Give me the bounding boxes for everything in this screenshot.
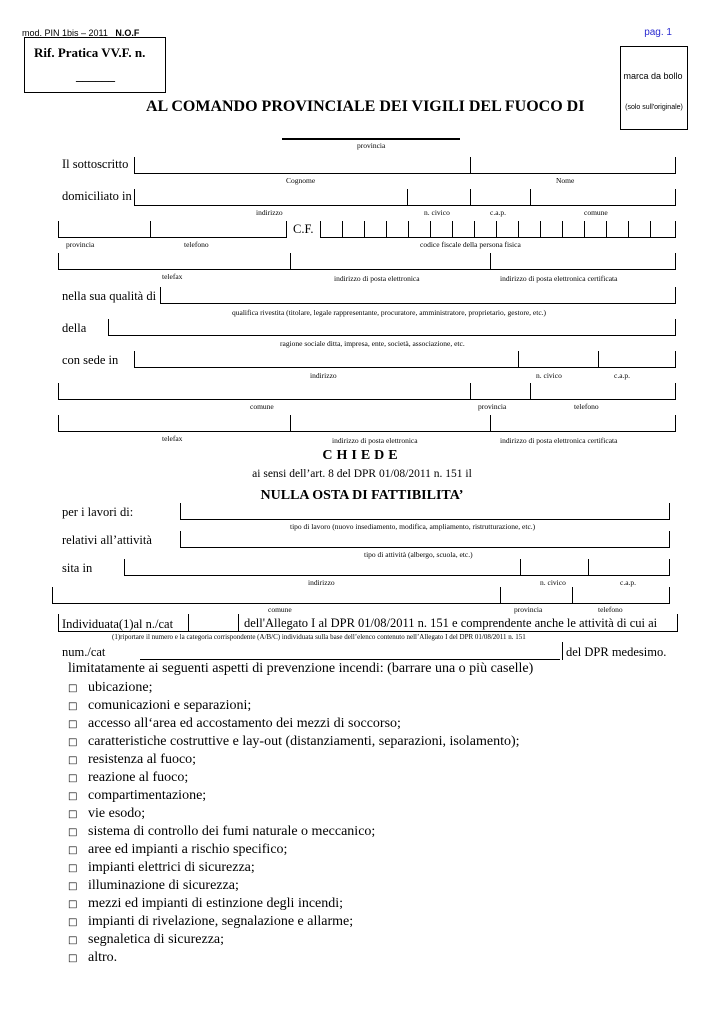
caption-n-civico-sita: n. civico [540, 578, 566, 587]
tick [669, 587, 670, 604]
aspect-item[interactable]: □ accesso all‘area ed accostamento dei mezzi di soccorso; [68, 716, 401, 731]
aspect-item[interactable]: □ vie esodo; [68, 806, 146, 821]
tick [52, 587, 53, 604]
label-del-dpr: del DPR medesimo. [566, 645, 667, 659]
checkbox-icon[interactable]: □ [68, 737, 78, 748]
sede-telefax-pec-field[interactable] [58, 415, 676, 432]
caption-pec-plain: indirizzo di posta elettronica [334, 274, 420, 283]
tick [58, 221, 59, 238]
bollo-note: (solo sull'originale) [625, 104, 683, 111]
tick [530, 189, 531, 206]
caption-nome: Nome [556, 176, 575, 185]
chiede-sensi: ai sensi dell’art. 8 del DPR 01/08/2011 n. 151 il [252, 468, 472, 480]
tick [490, 253, 491, 270]
tick [160, 287, 161, 304]
caption-telefono-sede: telefono [574, 402, 599, 411]
comando-provincia-field[interactable] [282, 138, 460, 140]
aspect-item[interactable]: □ caratteristiche costruttive e lay-out (distanziamenti, separazioni, isolamento); [68, 734, 520, 749]
tick [669, 503, 670, 520]
footnote: (1)riportare il numero e la categoria corrispondente (A/B/C) individuata sulla base dell’elenco contenuto nell’Allegato I del DPR 01/08/2011 n. 151 [112, 633, 526, 641]
tick [562, 221, 563, 238]
tick [58, 253, 59, 270]
aspect-item[interactable]: □ impianti di rivelazione, segnalazione e allarme; [68, 914, 354, 929]
tick [518, 221, 519, 238]
checkbox-icon[interactable]: □ [68, 719, 78, 730]
tick [470, 189, 471, 206]
tick [540, 221, 541, 238]
tick [124, 559, 125, 576]
label-qualita: nella sua qualità di [62, 289, 157, 303]
tick [584, 221, 585, 238]
rif-number-field[interactable]: ______ [76, 68, 115, 83]
caption-cap-sita: c.a.p. [620, 578, 637, 587]
checkbox-icon[interactable]: □ [68, 845, 78, 856]
tick [675, 253, 676, 270]
tick [408, 221, 409, 238]
label-della: della [62, 321, 87, 335]
caption-telefax-sede: telefax [162, 434, 183, 443]
tick [452, 221, 453, 238]
aspects-intro: limitatamente ai seguenti aspetti di prevenzione incendi: (barrare una o più caselle) [68, 661, 534, 676]
tick [675, 287, 676, 304]
tick [407, 189, 408, 206]
bollo-box [620, 46, 688, 130]
caption-indirizzo-sede: indirizzo [310, 371, 337, 380]
tick [675, 221, 676, 238]
caption-provincia-2: provincia [66, 240, 95, 249]
tick [474, 221, 475, 238]
tick [606, 221, 607, 238]
tick [470, 383, 471, 400]
tick [530, 383, 531, 400]
tick [675, 157, 676, 174]
tick [58, 415, 59, 432]
caption-tipo-attivita: tipo di attività (albergo, scuola, etc.) [364, 550, 473, 559]
caption-comune-sede: comune [250, 402, 274, 411]
provincia-telefono-field[interactable] [58, 221, 286, 238]
tick [572, 587, 573, 604]
tick [669, 559, 670, 576]
tick [675, 351, 676, 368]
tick [290, 415, 291, 432]
checkbox-icon[interactable]: □ [68, 935, 78, 946]
aspect-item[interactable]: □ compartimentazione; [68, 788, 207, 803]
label-sede: con sede in [62, 353, 119, 367]
aspect-item[interactable]: □ segnaletica di sicurezza; [68, 932, 225, 947]
tick [520, 559, 521, 576]
caption-cognome: Cognome [286, 176, 316, 185]
chiede-heading: CHIEDE [322, 448, 402, 463]
label-domiciliato: domiciliato in [62, 189, 132, 203]
checkbox-icon[interactable]: □ [68, 701, 78, 712]
tick [562, 642, 563, 660]
aspect-item[interactable]: □ ubicazione; [68, 680, 153, 695]
tick [134, 351, 135, 368]
tick [58, 614, 59, 632]
tick [588, 559, 589, 576]
page-title: AL COMANDO PROVINCIALE DEI VIGILI DEL FUOCO DI [146, 98, 585, 115]
tick [669, 531, 670, 548]
tick [108, 319, 109, 336]
tick [496, 221, 497, 238]
tick [286, 221, 287, 238]
aspect-item[interactable]: □ aree ed impianti a rischio specifico; [68, 842, 288, 857]
tick [675, 189, 676, 206]
tick [150, 221, 151, 238]
caption-telefono: telefono [184, 240, 209, 249]
caption-pec-plain-sede: indirizzo di posta elettronica [332, 436, 418, 445]
ragione-sociale-field[interactable] [108, 319, 676, 336]
tick [430, 221, 431, 238]
form-code: mod. PIN 1bis – 2011 N.O.F [22, 28, 140, 38]
tick [675, 319, 676, 336]
domicilio-field[interactable] [134, 189, 676, 206]
caption-codice-fiscale: codice fiscale della persona fisica [420, 240, 521, 249]
caption-tipo-lavoro: tipo di lavoro (nuovo insediamento, modifica, ampliamento, ristrutturazione, etc.) [290, 522, 536, 531]
tick [500, 587, 501, 604]
checkbox-icon[interactable]: □ [68, 863, 78, 874]
numcat-field[interactable] [140, 642, 560, 660]
caption-provincia-sita: provincia [514, 605, 543, 614]
caption-provincia: provincia [357, 141, 386, 150]
checkbox-icon[interactable]: □ [68, 917, 78, 928]
aspect-item[interactable]: □ altro. [68, 950, 118, 965]
checkbox-icon[interactable]: □ [68, 827, 78, 838]
tick [180, 503, 181, 520]
tick [134, 189, 135, 206]
label-sita: sita in [62, 561, 93, 575]
tick [342, 221, 343, 238]
aspect-item[interactable]: □ mezzi ed impianti di estinzione degli incendi; [68, 896, 344, 911]
aspect-item[interactable]: □ resistenza al fuoco; [68, 752, 197, 767]
caption-indirizzo-sita: indirizzo [308, 578, 335, 587]
checkbox-icon[interactable]: □ [68, 683, 78, 694]
aspect-item[interactable]: □ comunicazioni e separazioni; [68, 698, 252, 713]
tick [180, 531, 181, 548]
tick [518, 351, 519, 368]
rif-label: Rif. Pratica VV.F. n. [34, 45, 146, 60]
label-cf: C.F. [293, 222, 314, 236]
caption-n-civico: n. civico [424, 208, 450, 217]
caption-pec-cert: indirizzo di posta elettronica certificata [500, 274, 618, 283]
label-lavori: per i lavori di: [62, 505, 134, 519]
checkbox-icon[interactable]: □ [68, 953, 78, 964]
caption-qualifica: qualifica rivestita (titolare, legale rappresentante, procuratore, amministratore, proprietario, gestore, etc.) [232, 308, 547, 317]
individuata-cat-field[interactable] [190, 614, 238, 631]
caption-cap: c.a.p. [490, 208, 507, 217]
caption-ragione: ragione sociale ditta, impresa, ente, società, associazione, etc. [280, 339, 465, 348]
bollo-label: marca da bollo [623, 71, 683, 81]
label-allegato: dell'Allegato I al DPR 01/08/2011 n. 151 e comprendente anche le attività di cui ai [244, 616, 658, 630]
label-sottoscritto: Il sottoscritto [62, 157, 129, 171]
tipo-lavoro-field[interactable] [180, 503, 670, 520]
tick [628, 221, 629, 238]
tick [675, 383, 676, 400]
aspect-item[interactable]: □ sistema di controllo dei fumi naturale o meccanico; [68, 824, 376, 839]
tick [386, 221, 387, 238]
label-numcat: num./cat [62, 645, 106, 659]
tick [58, 383, 59, 400]
label-individuata: Individuata(1)al n./cat [62, 617, 174, 631]
checkbox-icon[interactable]: □ [68, 809, 78, 820]
tick [490, 415, 491, 432]
tick [134, 157, 135, 174]
aspect-item[interactable]: □ impianti elettrici di sicurezza; [68, 860, 255, 875]
caption-comune: comune [584, 208, 608, 217]
tick [650, 221, 651, 238]
tick [364, 221, 365, 238]
tick [290, 253, 291, 270]
tick [675, 415, 676, 432]
tick [677, 614, 678, 632]
qualifica-field[interactable] [160, 287, 676, 304]
aspect-item[interactable]: □ reazione al fuoco; [68, 770, 189, 785]
checkbox-icon[interactable]: □ [68, 791, 78, 802]
caption-pec-cert-sede: indirizzo di posta elettronica certificata [500, 436, 618, 445]
caption-n-civico-sede: n. civico [536, 371, 562, 380]
sede-comune-field[interactable] [58, 383, 676, 400]
tipo-attivita-field[interactable] [180, 531, 670, 548]
caption-telefax: telefax [162, 272, 183, 281]
tick [188, 614, 189, 632]
cognome-nome-field[interactable] [134, 157, 676, 174]
nulla-osta-heading: NULLA OSTA DI FATTIBILITA’ [260, 488, 464, 503]
checkbox-icon[interactable]: □ [68, 755, 78, 766]
telefax-pec-field[interactable] [58, 253, 676, 270]
caption-comune-sita: comune [268, 605, 292, 614]
caption-indirizzo: indirizzo [256, 208, 283, 217]
checkbox-icon[interactable]: □ [68, 773, 78, 784]
tick [598, 351, 599, 368]
page-number: pag. 1 [644, 27, 672, 38]
caption-cap-sede: c.a.p. [614, 371, 631, 380]
tick [238, 614, 239, 632]
checkbox-icon[interactable]: □ [68, 881, 78, 892]
aspect-item[interactable]: □ illuminazione di sicurezza; [68, 878, 239, 893]
checkbox-icon[interactable]: □ [68, 899, 78, 910]
codice-fiscale-field[interactable] [320, 221, 676, 238]
tick [470, 157, 471, 174]
label-relativi: relativi all’attività [62, 533, 152, 547]
sita-comune-field[interactable] [52, 587, 670, 604]
caption-telefono-sita: telefono [598, 605, 623, 614]
sede-indirizzo-field[interactable] [134, 351, 676, 368]
tick [320, 221, 321, 238]
caption-provincia-sede: provincia [478, 402, 507, 411]
